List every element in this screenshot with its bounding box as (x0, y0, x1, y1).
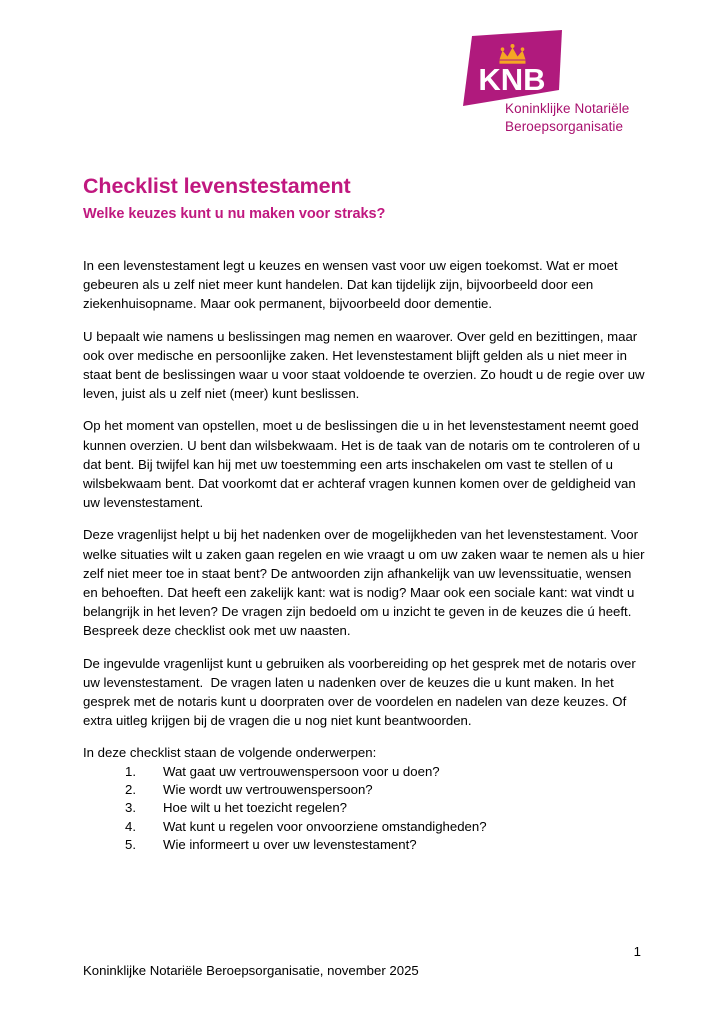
knb-wordmark (505, 100, 690, 135)
list-item-label: Wat kunt u regelen voor onvoorziene omstandigheden? (163, 818, 487, 834)
body-paragraph: In een levenstestament legt u keuzes en wensen vast voor uw eigen toekomst. Wat er moet gebeuren als u zelf niet meer kunt handelen. Dat kan tijdelijk zijn, bijvoorbeeld door een ziekenhuisopname. Maar ook permanent, bijvoorbeeld door dementie. (83, 258, 622, 312)
document-body (83, 256, 649, 855)
list-item-label: Hoe wilt u het toezicht regelen? (163, 800, 348, 816)
topics-intro: In deze checklist staan de volgende onderwerpen: (83, 745, 377, 761)
topics-list (83, 763, 649, 855)
list-item (83, 799, 649, 817)
page-subtitle: Welke keuzes kunt u nu maken voor straks? (83, 206, 386, 222)
list-item (83, 781, 649, 799)
list-item-number: 3. (125, 800, 136, 816)
list-item-label: Wie wordt uw vertrouwenspersoon? (163, 782, 373, 798)
list-item-number: 1. (125, 763, 136, 779)
knb-wordmark-line1: Koninklijke Notariële (505, 101, 630, 116)
body-paragraph: De ingevulde vragenlijst kunt u gebruiken als voorbereiding op het gesprek met de notaris over uw levenstestament. De vragen laten u nadenken over de keuzes die u kunt maken. In het gesprek met de notaris kunt u doorpraten over de voordelen en nadelen van deze keuzes. Of extra uitleg krijgen bij de vragen die u nog niet kunt beantwoorden. (83, 655, 640, 729)
knb-logo (455, 28, 685, 143)
list-item-label: Wat gaat uw vertrouwenspersoon voor u doen? (163, 763, 440, 779)
body-paragraph: Op het moment van opstellen, moet u de beslissingen die u in het levenstestament neemt goed kunnen overzien. U bent dan wilsbekwaam. Het is de taak van de notaris om te controleren of u dat bent. Bij twijfel kan hij met uw toestemming een arts inschakelen om vast te stellen of u wilsbekwaam bent. Dat voorkomt dat er achteraf vragen kunnen komen over de geldigheid van uw levenstestament. (83, 418, 644, 511)
body-paragraph: Deze vragenlijst helpt u bij het nadenken over de mogelijkheden van het levenstestament. Voor welke situaties wilt u zaken gaan regelen en wie vraagt u om uw zaken waar te nemen als u hier zelf niet meer toe in staat bent? De antwoorden zijn afhankelijk van uw levenssituatie, wensen en behoeften. Dat heeft een zakelijk kant: wat is nodig? Maar ook een sociale kant: wat vindt u belangrijk in het leven? De vragen zijn bedoeld om u inzicht te geven in de keuzes die ú heeft. Bespreek deze checklist ook met uw naasten. (83, 527, 649, 639)
list-item-number: 2. (125, 782, 136, 798)
list-item-number: 5. (125, 837, 136, 853)
knb-wordmark-line2: Beroepsorganisatie (505, 118, 624, 134)
page-title: Checklist levenstestament (83, 174, 351, 198)
logo-knb-text: KNB (478, 62, 546, 97)
list-item-number: 4. (125, 818, 136, 834)
list-item (83, 763, 649, 781)
list-item (83, 836, 649, 854)
list-item (83, 818, 649, 836)
list-item-label: Wie informeert u over uw levenstestament? (163, 837, 417, 853)
body-paragraph: U bepaalt wie namens u beslissingen mag nemen en waarover. Over geld en bezittingen, maar ook over medische en persoonlijke zaken. Het levenstestament blijft gelden als u niet meer in staat bent de beslissingen waar u voor staat voldoende te overzien. Zo houdt u de regie over uw leven, juist als u zelf niet (meer) kunt beslissen. (83, 328, 649, 402)
footer-text: Koninklijke Notariële Beroepsorganisatie, november 2025 (83, 963, 419, 978)
page-number: 1 (633, 944, 641, 959)
